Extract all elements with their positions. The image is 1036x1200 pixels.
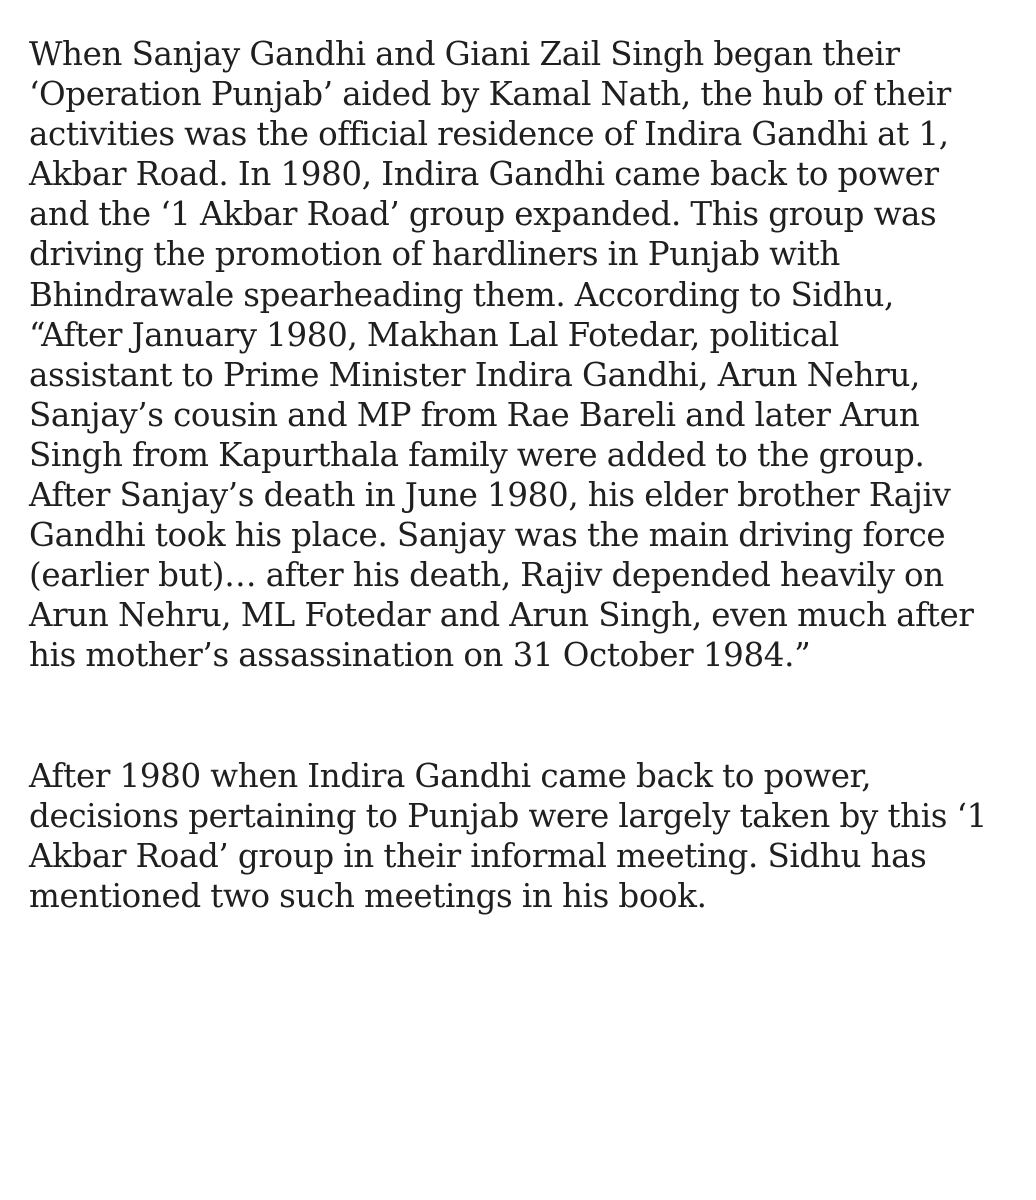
text-line: mentioned two such meetings in his book. [29,876,707,915]
paragraph-1 [29,34,1019,676]
text-line: Arun Nehru, ML Fotedar and Arun Singh, even much after [29,596,974,635]
text-line: Bhindrawale spearheading them. According to Sidhu, [29,275,895,314]
text-line: ‘Operation Punjab’ aided by Kamal Nath, the hub of their [29,75,951,114]
text-line: “After January 1980, Makhan Lal Fotedar, political [29,315,839,354]
text-line: and the ‘1 Akbar Road’ group expanded. This group was [29,195,937,234]
text-line: (earlier but)… after his death, Rajiv depended heavily on [29,556,944,595]
text-line: driving the promotion of hardliners in Punjab with [29,235,840,274]
text-line: After Sanjay’s death in June 1980, his elder brother Rajiv [29,476,951,515]
text-line: activities was the official residence of Indira Gandhi at 1, [29,115,949,154]
text-line: assistant to Prime Minister Indira Gandhi, Arun Nehru, [29,355,921,394]
text-line: decisions pertaining to Punjab were largely taken by this ‘1 [29,796,987,835]
text-line: Sanjay’s cousin and MP from Rae Bareli and later Arun [29,395,920,434]
article-body [29,34,1019,916]
text-line: When Sanjay Gandhi and Giani Zail Singh began their [29,35,900,73]
text-line: Akbar Road. In 1980, Indira Gandhi came back to power [29,155,939,194]
text-line: Singh from Kapurthala family were added to the group. [29,435,925,474]
text-line: Gandhi took his place. Sanjay was the main driving force [29,516,946,555]
text-line: Akbar Road’ group in their informal meeting. Sidhu has [29,836,927,875]
paragraph-2 [29,756,1019,916]
text-line: After 1980 when Indira Gandhi came back to power, [29,756,872,795]
text-line: his mother’s assassination on 31 October 1984.” [29,636,811,675]
